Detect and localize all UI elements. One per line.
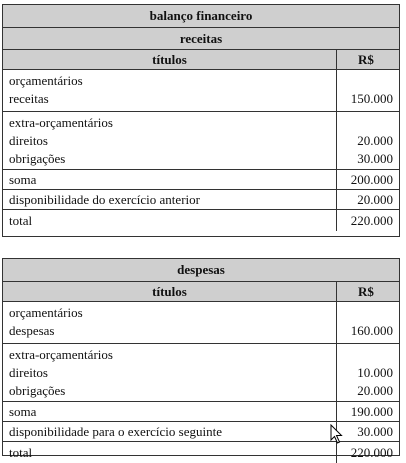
soma-label: soma: [9, 171, 37, 187]
disponibilidade-value: 20.000: [357, 191, 393, 207]
section-title-despesas: despesas: [177, 262, 225, 277]
section-title-row: [3, 259, 399, 281]
group-label: extra-orçamentários: [9, 115, 113, 130]
row-value: 10.000: [357, 365, 393, 380]
column-header-titulos: títulos: [152, 51, 187, 67]
column-header-row: [3, 281, 399, 301]
total-value: 220.000: [350, 212, 393, 228]
row-value: 30.000: [357, 151, 393, 166]
row-label: receitas: [9, 91, 49, 106]
table-row: [3, 209, 399, 231]
table-row: [3, 111, 399, 169]
row-label: direitos: [9, 133, 48, 148]
table-row: [3, 189, 399, 209]
section-title-receitas: receitas: [179, 30, 223, 46]
group-label: orçamentários: [9, 305, 83, 320]
soma-value: 190.000: [350, 403, 393, 419]
disponibilidade-label: disponibilidade para o exercício seguinte: [9, 423, 222, 439]
table-row: [3, 401, 399, 421]
total-value: 220.000: [350, 444, 393, 460]
row-value: 160.000: [350, 323, 393, 338]
table-row: [3, 301, 399, 343]
column-header-titulos: títulos: [152, 283, 187, 299]
column-header-valor: R$: [358, 283, 374, 299]
disponibilidade-label: disponibilidade do exercício anterior: [9, 191, 200, 207]
column-header-valor: R$: [358, 51, 374, 67]
table-row: [3, 69, 399, 111]
receitas-table: [2, 4, 400, 237]
column-header-row: [3, 49, 399, 69]
soma-value: 200.000: [350, 171, 393, 187]
total-label: total: [9, 444, 33, 460]
table-title: balanço financeiro: [149, 8, 253, 23]
table-row: [3, 343, 399, 401]
mouse-pointer-icon: [330, 424, 344, 444]
disponibilidade-value: 30.000: [357, 423, 393, 439]
table-title-row: [3, 5, 399, 27]
group-label: orçamentários: [9, 73, 83, 88]
row-label: direitos: [9, 365, 48, 380]
row-label: despesas: [9, 323, 55, 338]
total-label: total: [9, 212, 33, 228]
row-value: 150.000: [350, 91, 393, 106]
row-label: obrigações: [9, 151, 66, 166]
row-value: 20.000: [357, 133, 393, 148]
soma-label: soma: [9, 403, 37, 419]
section-title-row: [3, 27, 399, 49]
group-label: extra-orçamentários: [9, 347, 113, 362]
row-value: 20.000: [357, 383, 393, 398]
row-label: obrigações: [9, 383, 66, 398]
table-row: [3, 169, 399, 189]
